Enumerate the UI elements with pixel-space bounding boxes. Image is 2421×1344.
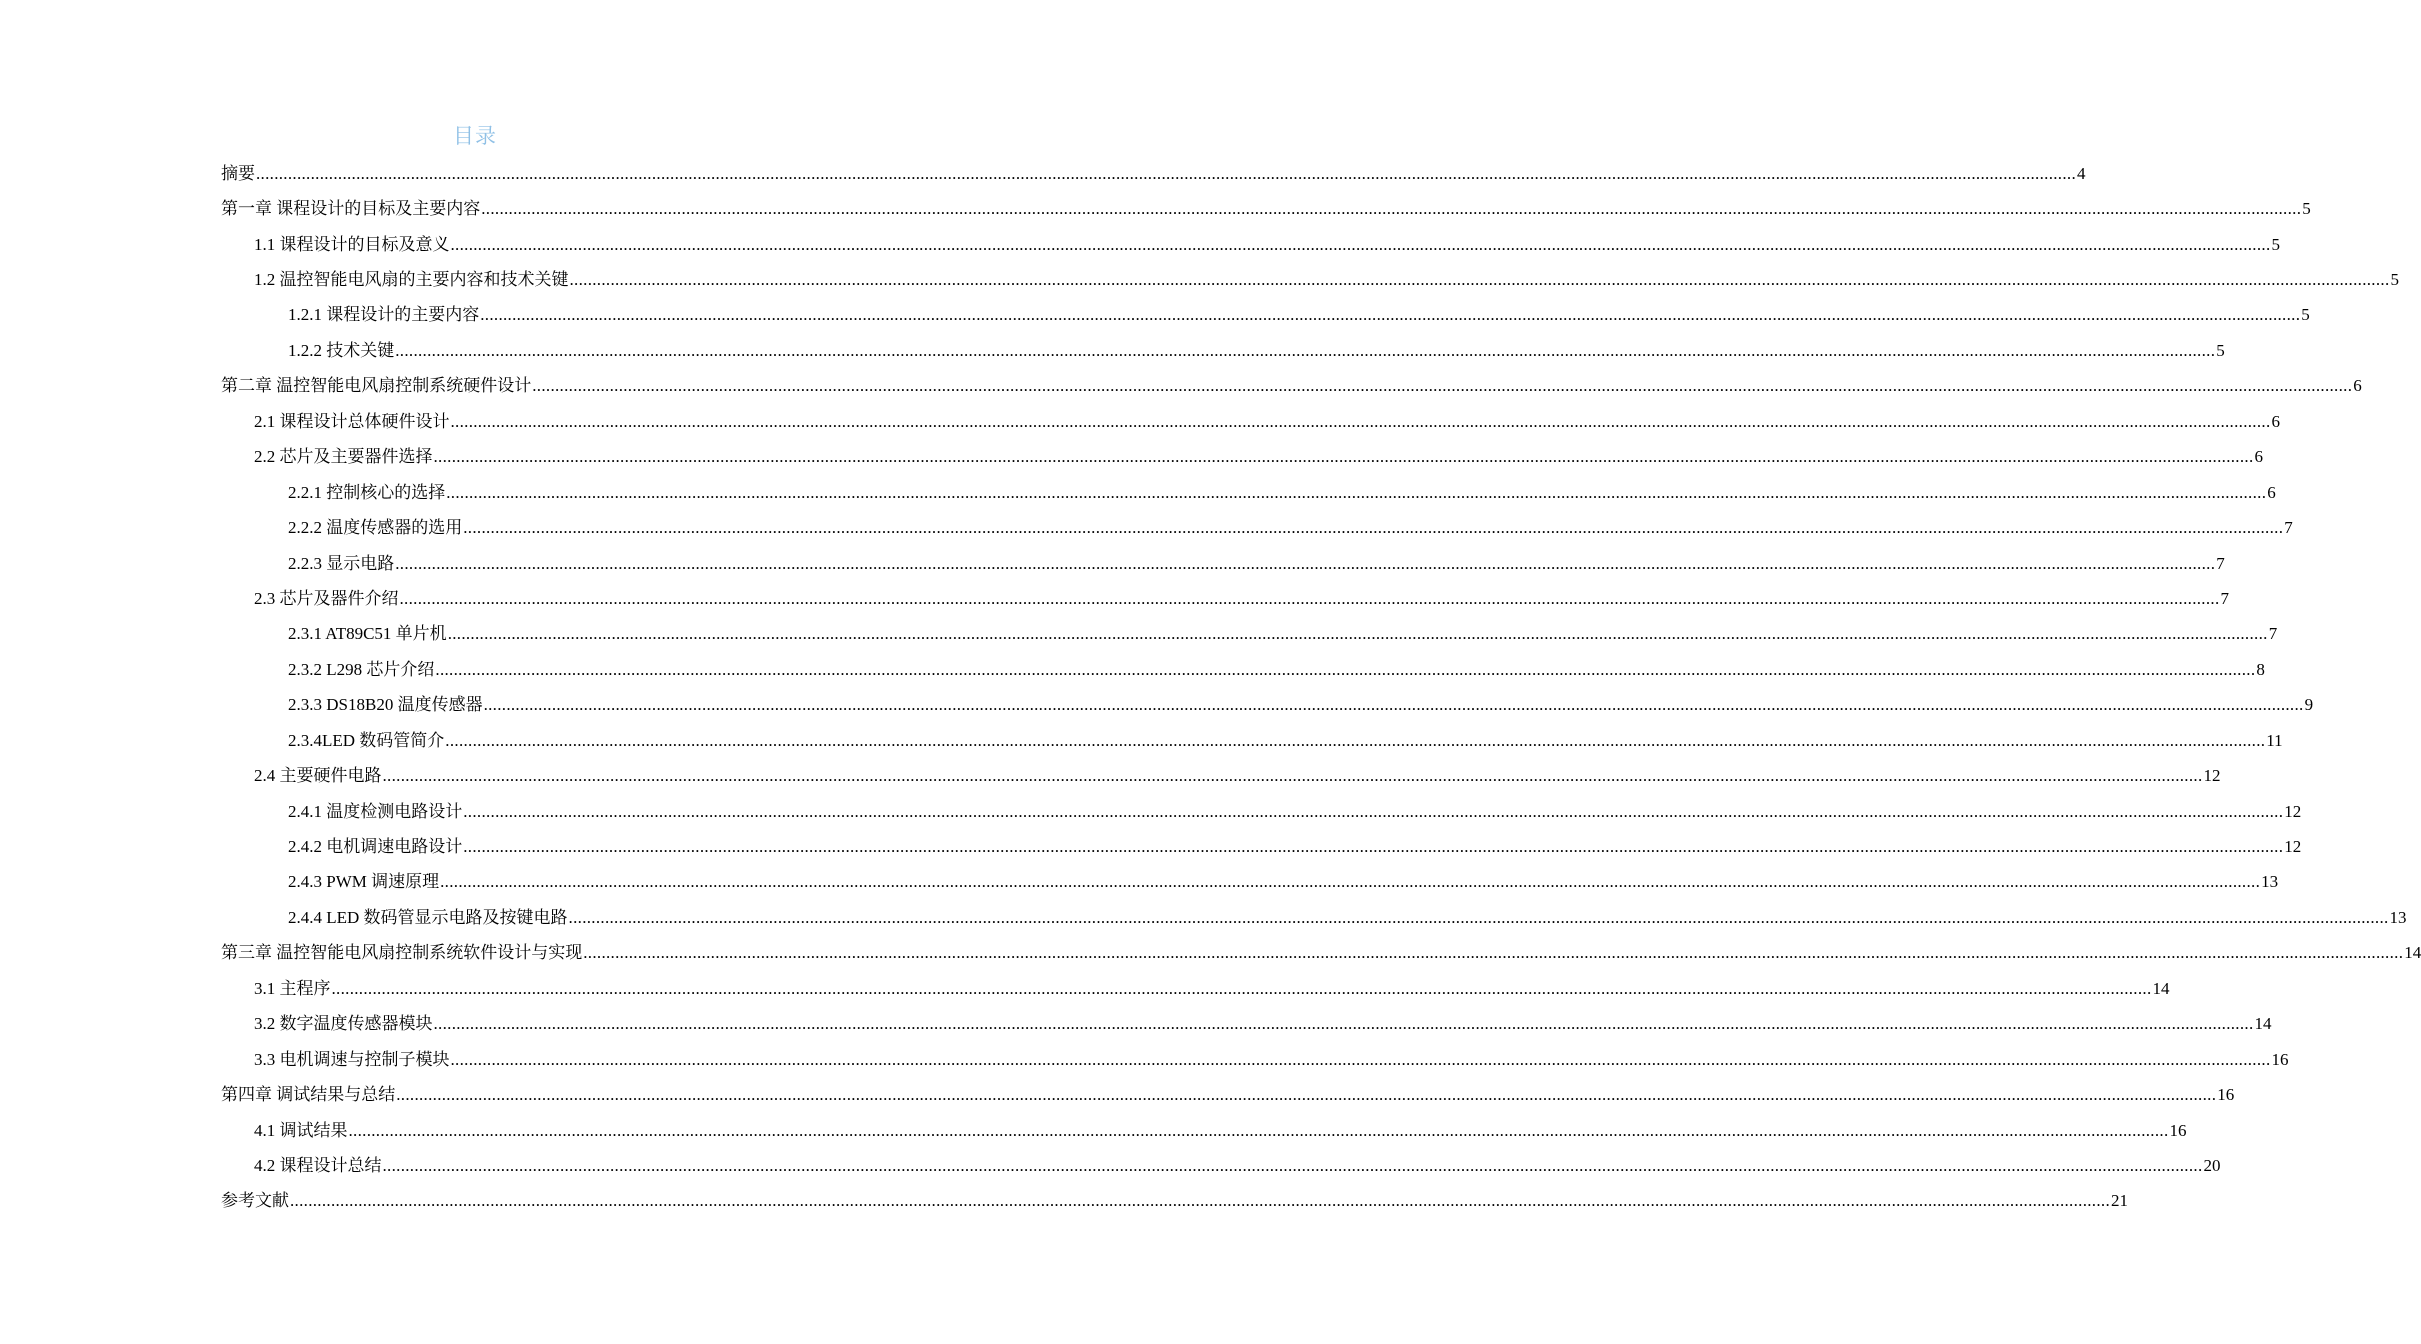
toc-entry-page-number: 7 <box>2216 553 2225 573</box>
toc-entry-label: 2.4.4 LED 数码管显示电路及按键电路 <box>288 907 568 927</box>
toc-entry[interactable] <box>221 900 2407 935</box>
toc-entry-label: 2.3 芯片及器件介绍 <box>254 588 399 608</box>
toc-entry[interactable] <box>221 404 2280 439</box>
toc-entry-page-number: 5 <box>2390 270 2399 290</box>
toc-entry-page-number: 4 <box>2077 163 2086 183</box>
toc-entry-label: 2.2 芯片及主要器件选择 <box>254 447 433 467</box>
dot-leader: ................................................................................................................................................................................................................................................................................................................................................................................................................ <box>290 1191 2110 1211</box>
toc-entry-page-number: 21 <box>2111 1191 2128 1211</box>
dot-leader: ................................................................................................................................................................................................................................................................................................................................................................................................................ <box>450 411 2271 431</box>
toc-entry[interactable] <box>221 156 2086 191</box>
toc-entry[interactable] <box>221 936 2421 971</box>
toc-entry[interactable] <box>221 617 2278 652</box>
toc-entry-page-number: 13 <box>2261 872 2279 892</box>
toc-entry-label: 第二章 温控智能电风扇控制系统硬件设计 <box>221 376 532 396</box>
dot-leader: ................................................................................................................................................................................................................................................................................................................................................................................................................ <box>463 801 2284 821</box>
dot-leader: ................................................................................................................................................................................................................................................................................................................................................................................................................ <box>445 730 2266 750</box>
toc-entry-label: 2.2.3 显示电路 <box>288 553 395 573</box>
toc-title: 目录 <box>453 124 497 148</box>
dot-leader: ................................................................................................................................................................................................................................................................................................................................................................................................................ <box>568 907 2389 927</box>
toc-entry[interactable] <box>221 546 2225 581</box>
toc-entry-label: 2.3.1 AT89C51 单片机 <box>288 624 447 644</box>
dot-leader: ................................................................................................................................................................................................................................................................................................................................................................................................................ <box>331 978 2152 998</box>
toc-entry-label: 1.2 温控智能电风扇的主要内容和技术关键 <box>254 270 569 290</box>
toc-entry-page-number: 16 <box>2271 1049 2289 1069</box>
toc-entry[interactable] <box>221 191 2311 226</box>
dot-leader: ................................................................................................................................................................................................................................................................................................................................................................................................................ <box>256 163 2076 183</box>
toc-entry[interactable] <box>221 369 2362 404</box>
toc-entry-label: 2.4.3 PWM 调速原理 <box>288 872 440 892</box>
toc-entry-page-number: 9 <box>2304 695 2314 715</box>
dot-leader: ................................................................................................................................................................................................................................................................................................................................................................................................................ <box>446 482 2267 502</box>
toc-entry-page-number: 5 <box>2302 199 2311 219</box>
toc-entry[interactable] <box>221 510 2293 545</box>
dot-leader: ................................................................................................................................................................................................................................................................................................................................................................................................................ <box>481 199 2302 219</box>
toc-entry[interactable] <box>221 794 2302 829</box>
toc-entry[interactable] <box>221 262 2399 297</box>
toc-entry-page-number: 6 <box>2353 376 2362 396</box>
dot-leader: ................................................................................................................................................................................................................................................................................................................................................................................................................ <box>463 837 2284 857</box>
dot-leader: ................................................................................................................................................................................................................................................................................................................................................................................................................ <box>569 270 2390 290</box>
toc-entry-label: 3.1 主程序 <box>254 978 331 998</box>
toc-entry[interactable] <box>221 971 2170 1006</box>
dot-leader: ................................................................................................................................................................................................................................................................................................................................................................................................................ <box>435 659 2256 679</box>
toc-entry-label: 2.2.2 温度传感器的选用 <box>288 518 463 538</box>
toc-entry-page-number: 12 <box>2203 766 2221 786</box>
dot-leader: ................................................................................................................................................................................................................................................................................................................................................................................................................ <box>382 1155 2203 1175</box>
toc-entry-page-number: 7 <box>2284 518 2293 538</box>
toc-entry-page-number: 6 <box>2271 411 2280 431</box>
dot-leader: ................................................................................................................................................................................................................................................................................................................................................................................................................ <box>433 1014 2254 1034</box>
toc-entry[interactable] <box>221 1077 2235 1112</box>
toc-entry-label: 2.1 课程设计总体硬件设计 <box>254 411 450 431</box>
dot-leader: ................................................................................................................................................................................................................................................................................................................................................................................................................ <box>480 305 2301 325</box>
toc-entry[interactable] <box>221 865 2279 900</box>
toc-entry[interactable] <box>221 333 2225 368</box>
dot-leader: ................................................................................................................................................................................................................................................................................................................................................................................................................ <box>433 447 2254 467</box>
toc-entry[interactable] <box>221 581 2229 616</box>
toc-entry-page-number: 16 <box>2169 1120 2187 1140</box>
table-of-contents <box>221 156 2421 1219</box>
dot-leader: ................................................................................................................................................................................................................................................................................................................................................................................................................ <box>399 588 2220 608</box>
dot-leader: ................................................................................................................................................................................................................................................................................................................................................................................................................ <box>463 518 2284 538</box>
toc-entry-page-number: 13 <box>2389 907 2407 927</box>
toc-entry[interactable] <box>221 758 2221 793</box>
dot-leader: ................................................................................................................................................................................................................................................................................................................................................................................................................ <box>483 695 2304 715</box>
toc-entry-label: 2.4 主要硬件电路 <box>254 766 382 786</box>
toc-entry[interactable] <box>221 475 2276 510</box>
toc-entry[interactable] <box>221 1184 2128 1219</box>
toc-entry-page-number: 6 <box>2254 447 2263 467</box>
dot-leader: ................................................................................................................................................................................................................................................................................................................................................................................................................ <box>395 340 2216 360</box>
toc-entry[interactable] <box>221 1007 2272 1042</box>
toc-entry-label: 2.3.4LED 数码管简介 <box>288 730 445 750</box>
toc-entry[interactable] <box>221 1113 2187 1148</box>
toc-entry-label: 第一章 课程设计的目标及主要内容 <box>221 199 481 219</box>
toc-entry-page-number: 5 <box>2216 340 2225 360</box>
toc-entry-label: 3.2 数字温度传感器模块 <box>254 1014 433 1034</box>
toc-entry-page-number: 5 <box>2301 305 2310 325</box>
toc-entry-page-number: 7 <box>2268 624 2278 644</box>
dot-leader: ................................................................................................................................................................................................................................................................................................................................................................................................................ <box>440 872 2261 892</box>
toc-entry[interactable] <box>221 723 2283 758</box>
toc-entry-page-number: 14 <box>2152 978 2170 998</box>
toc-entry[interactable] <box>221 1042 2289 1077</box>
dot-leader: ................................................................................................................................................................................................................................................................................................................................................................................................................ <box>532 376 2353 396</box>
toc-entry[interactable] <box>221 440 2263 475</box>
toc-entry-page-number: 5 <box>2271 234 2280 254</box>
toc-entry-label: 第四章 调试结果与总结 <box>221 1085 396 1105</box>
dot-leader: ................................................................................................................................................................................................................................................................................................................................................................................................................ <box>396 1085 2217 1105</box>
toc-entry-label: 3.3 电机调速与控制子模块 <box>254 1049 450 1069</box>
toc-entry[interactable] <box>221 652 2265 687</box>
toc-entry-label: 4.1 调试结果 <box>254 1120 348 1140</box>
toc-entry[interactable] <box>221 1148 2221 1183</box>
dot-leader: ................................................................................................................................................................................................................................................................................................................................................................................................................ <box>348 1120 2169 1140</box>
toc-entry-label: 2.3.3 DS18B20 温度传感器 <box>288 695 483 715</box>
toc-entry-label: 参考文献 <box>221 1191 289 1211</box>
dot-leader: ................................................................................................................................................................................................................................................................................................................................................................................................................ <box>583 943 2404 963</box>
toc-entry-label: 2.4.2 电机调速电路设计 <box>288 837 463 857</box>
toc-entry-label: 2.4.1 温度检测电路设计 <box>288 801 463 821</box>
toc-entry-page-number: 11 <box>2266 730 2283 750</box>
toc-entry-page-number: 7 <box>2220 588 2229 608</box>
toc-entry-page-number: 6 <box>2267 482 2276 502</box>
dot-leader: ................................................................................................................................................................................................................................................................................................................................................................................................................ <box>450 234 2271 254</box>
toc-entry-label: 摘要 <box>221 163 255 183</box>
toc-entry-page-number: 20 <box>2203 1155 2221 1175</box>
toc-entry-page-number: 14 <box>2404 943 2421 963</box>
toc-entry-page-number: 16 <box>2217 1085 2235 1105</box>
toc-entry-page-number: 8 <box>2256 659 2265 679</box>
toc-entry[interactable] <box>221 298 2310 333</box>
toc-entry-page-number: 14 <box>2254 1014 2272 1034</box>
dot-leader: ................................................................................................................................................................................................................................................................................................................................................................................................................ <box>450 1049 2271 1069</box>
toc-entry-label: 2.2.1 控制核心的选择 <box>288 482 446 502</box>
toc-entry-label: 4.2 课程设计总结 <box>254 1155 382 1175</box>
toc-entry-label: 1.1 课程设计的目标及意义 <box>254 234 450 254</box>
toc-entry-page-number: 12 <box>2284 801 2302 821</box>
dot-leader: ................................................................................................................................................................................................................................................................................................................................................................................................................ <box>447 624 2268 644</box>
toc-entry-label: 1.2.2 技术关键 <box>288 340 395 360</box>
toc-entry[interactable] <box>221 688 2314 723</box>
toc-entry-label: 1.2.1 课程设计的主要内容 <box>288 305 480 325</box>
dot-leader: ................................................................................................................................................................................................................................................................................................................................................................................................................ <box>382 766 2203 786</box>
toc-entry[interactable] <box>221 829 2302 864</box>
toc-entry-page-number: 12 <box>2284 837 2302 857</box>
toc-entry-label: 2.3.2 L298 芯片介绍 <box>288 659 435 679</box>
toc-entry-label: 第三章 温控智能电风扇控制系统软件设计与实现 <box>221 943 583 963</box>
toc-entry[interactable] <box>221 227 2280 262</box>
dot-leader: ................................................................................................................................................................................................................................................................................................................................................................................................................ <box>395 553 2216 573</box>
